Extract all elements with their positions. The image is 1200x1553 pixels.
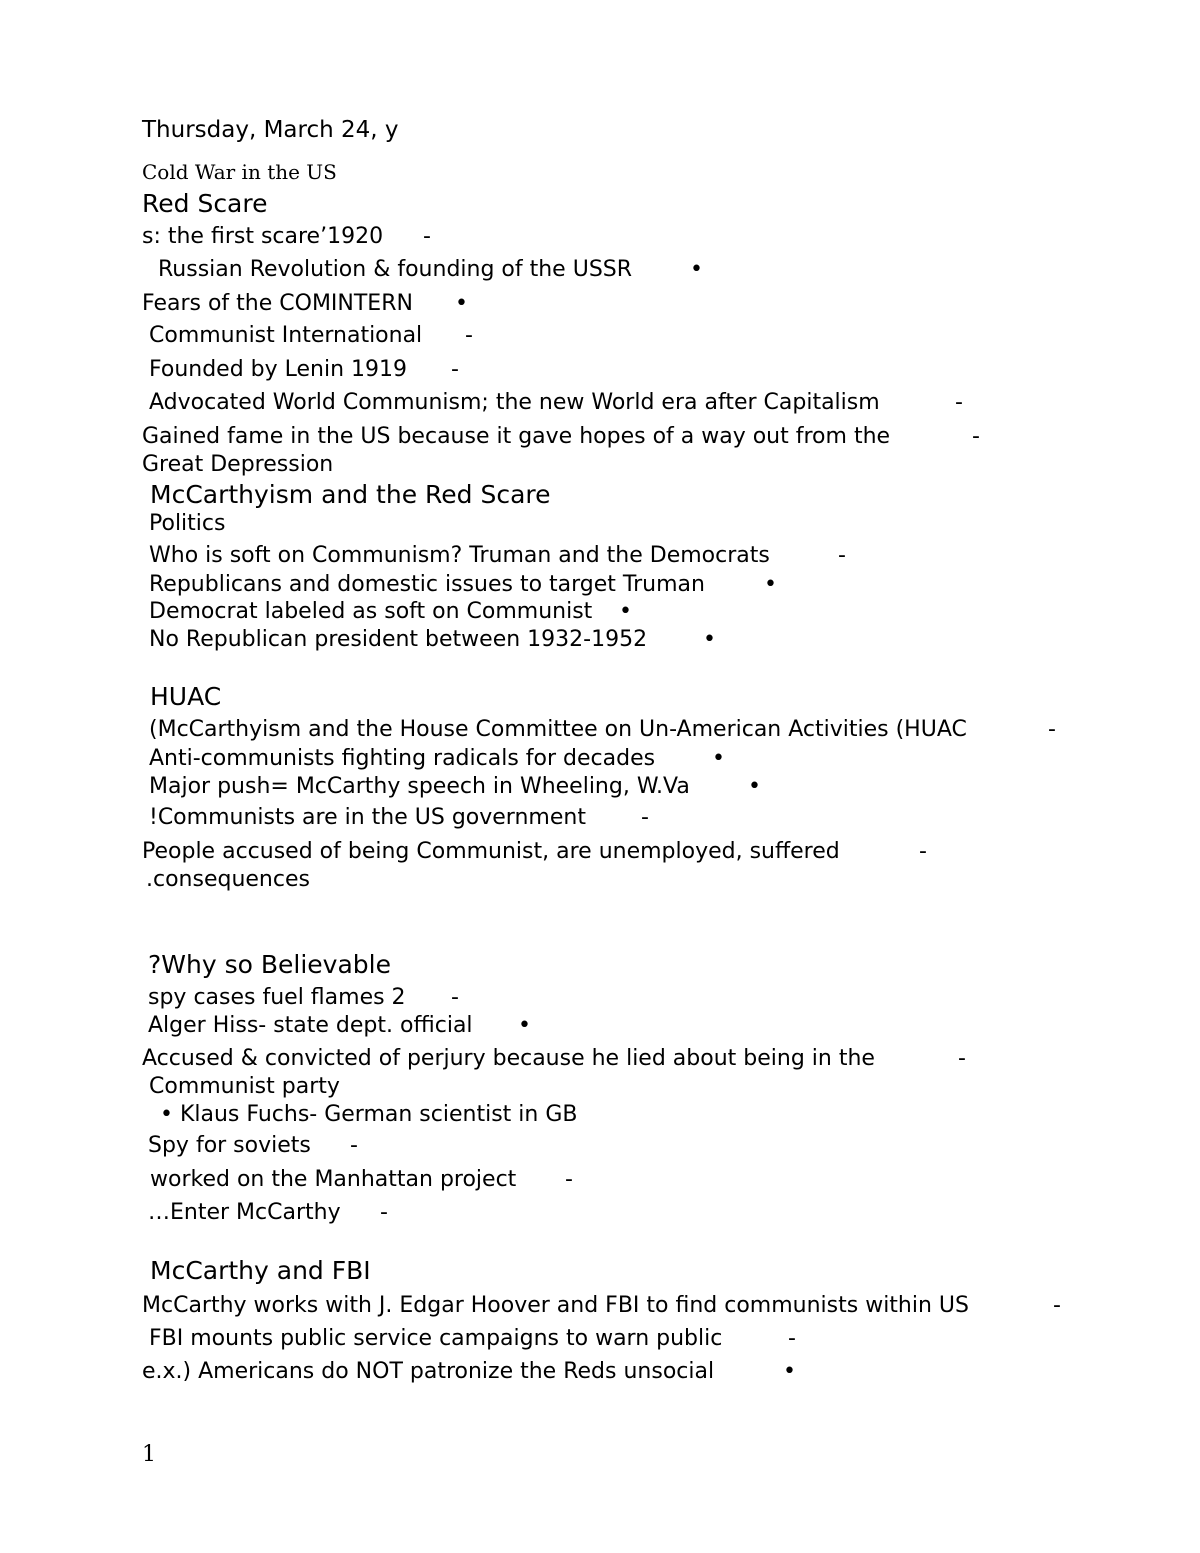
bullet-marker: •	[764, 572, 777, 597]
dash-marker: -	[955, 390, 963, 415]
dash-marker: -	[972, 424, 980, 449]
dash-marker: -	[838, 543, 846, 568]
bullet-marker: •	[518, 1013, 531, 1038]
list-item: Republicans and domestic issues to target Truman	[149, 572, 705, 597]
list-item: Communist International	[149, 323, 423, 348]
list-item: Advocated World Communism; the new World era after Capitalism	[149, 390, 880, 415]
dash-marker: -	[641, 805, 649, 830]
list-item: Alger Hiss- state dept. official	[148, 1013, 473, 1038]
list-item: e.x.) Americans do NOT patronize the Reds unsocial	[142, 1359, 715, 1384]
bullet-marker: •	[455, 291, 468, 316]
dash-marker: -	[1053, 1293, 1061, 1318]
dash-marker: -	[465, 323, 473, 348]
dash-marker: -	[451, 985, 459, 1010]
list-item: FBI mounts public service campaigns to warn public	[149, 1326, 723, 1351]
list-item: Russian Revolution & founding of the USSR	[158, 257, 633, 282]
dash-marker: -	[380, 1200, 388, 1225]
section-heading-red-scare: Red Scare	[142, 189, 268, 218]
section-heading-believable: ?Why so Believable	[148, 950, 391, 979]
list-item: Communist party	[149, 1074, 340, 1099]
section-heading-fbi: McCarthy and FBI	[150, 1256, 371, 1285]
bullet-marker: •	[783, 1359, 796, 1384]
list-item: Anti-communists fighting radicals for decades	[149, 746, 656, 771]
list-item: No Republican president between 1932-1952	[149, 627, 648, 652]
list-item: s: the first scare’1920	[142, 224, 384, 249]
bullet-marker: •	[619, 599, 632, 624]
list-item: Spy for soviets	[148, 1133, 311, 1158]
dash-marker: -	[350, 1133, 358, 1158]
list-item: Politics	[149, 511, 226, 536]
bullet-marker: •	[703, 627, 716, 652]
list-item: People accused of being Communist, are unemployed, suffered	[142, 839, 840, 864]
list-item: Great Depression	[142, 452, 334, 477]
list-item: worked on the Manhattan project	[150, 1167, 517, 1192]
page-number: 1	[142, 1442, 156, 1467]
dash-marker: -	[919, 839, 927, 864]
list-item: spy cases fuel flames 2	[148, 985, 406, 1010]
list-item: (McCarthyism and the House Committee on Un-American Activities (HUAC	[149, 717, 967, 742]
list-item: Founded by Lenin 1919	[149, 357, 408, 382]
section-heading-huac: HUAC	[150, 682, 222, 711]
dash-marker: -	[423, 224, 431, 249]
bullet-marker: •	[748, 774, 761, 799]
list-item: Who is soft on Communism? Truman and the Democrats	[149, 543, 770, 568]
list-item: Gained fame in the US because it gave hopes of a way out from the	[142, 424, 891, 449]
dash-marker: -	[1048, 717, 1056, 742]
dash-marker: -	[958, 1046, 966, 1071]
list-item: • Klaus Fuchs- German scientist in GB	[160, 1102, 578, 1127]
list-item: …Enter McCarthy	[148, 1200, 341, 1225]
list-item: McCarthy works with J. Edgar Hoover and FBI to find communists within US	[142, 1293, 969, 1318]
list-item: Democrat labeled as soft on Communist	[149, 599, 593, 624]
bullet-marker: •	[690, 257, 703, 282]
dash-marker: -	[451, 357, 459, 382]
document-subtitle: Cold War in the US	[142, 160, 337, 184]
list-item: !Communists are in the US government	[149, 805, 586, 830]
dash-marker: -	[565, 1167, 573, 1192]
list-item: Major push= McCarthy speech in Wheeling, W.Va	[149, 774, 690, 799]
list-item: .consequences	[146, 867, 310, 892]
list-item: Fears of the COMINTERN	[142, 291, 413, 316]
dash-marker: -	[788, 1326, 796, 1351]
list-item: Accused & convicted of perjury because he lied about being in the	[142, 1046, 875, 1071]
section-heading-mccarthyism: McCarthyism and the Red Scare	[150, 480, 551, 509]
document-date: Thursday, March 24, y	[142, 117, 399, 143]
bullet-marker: •	[712, 746, 725, 771]
